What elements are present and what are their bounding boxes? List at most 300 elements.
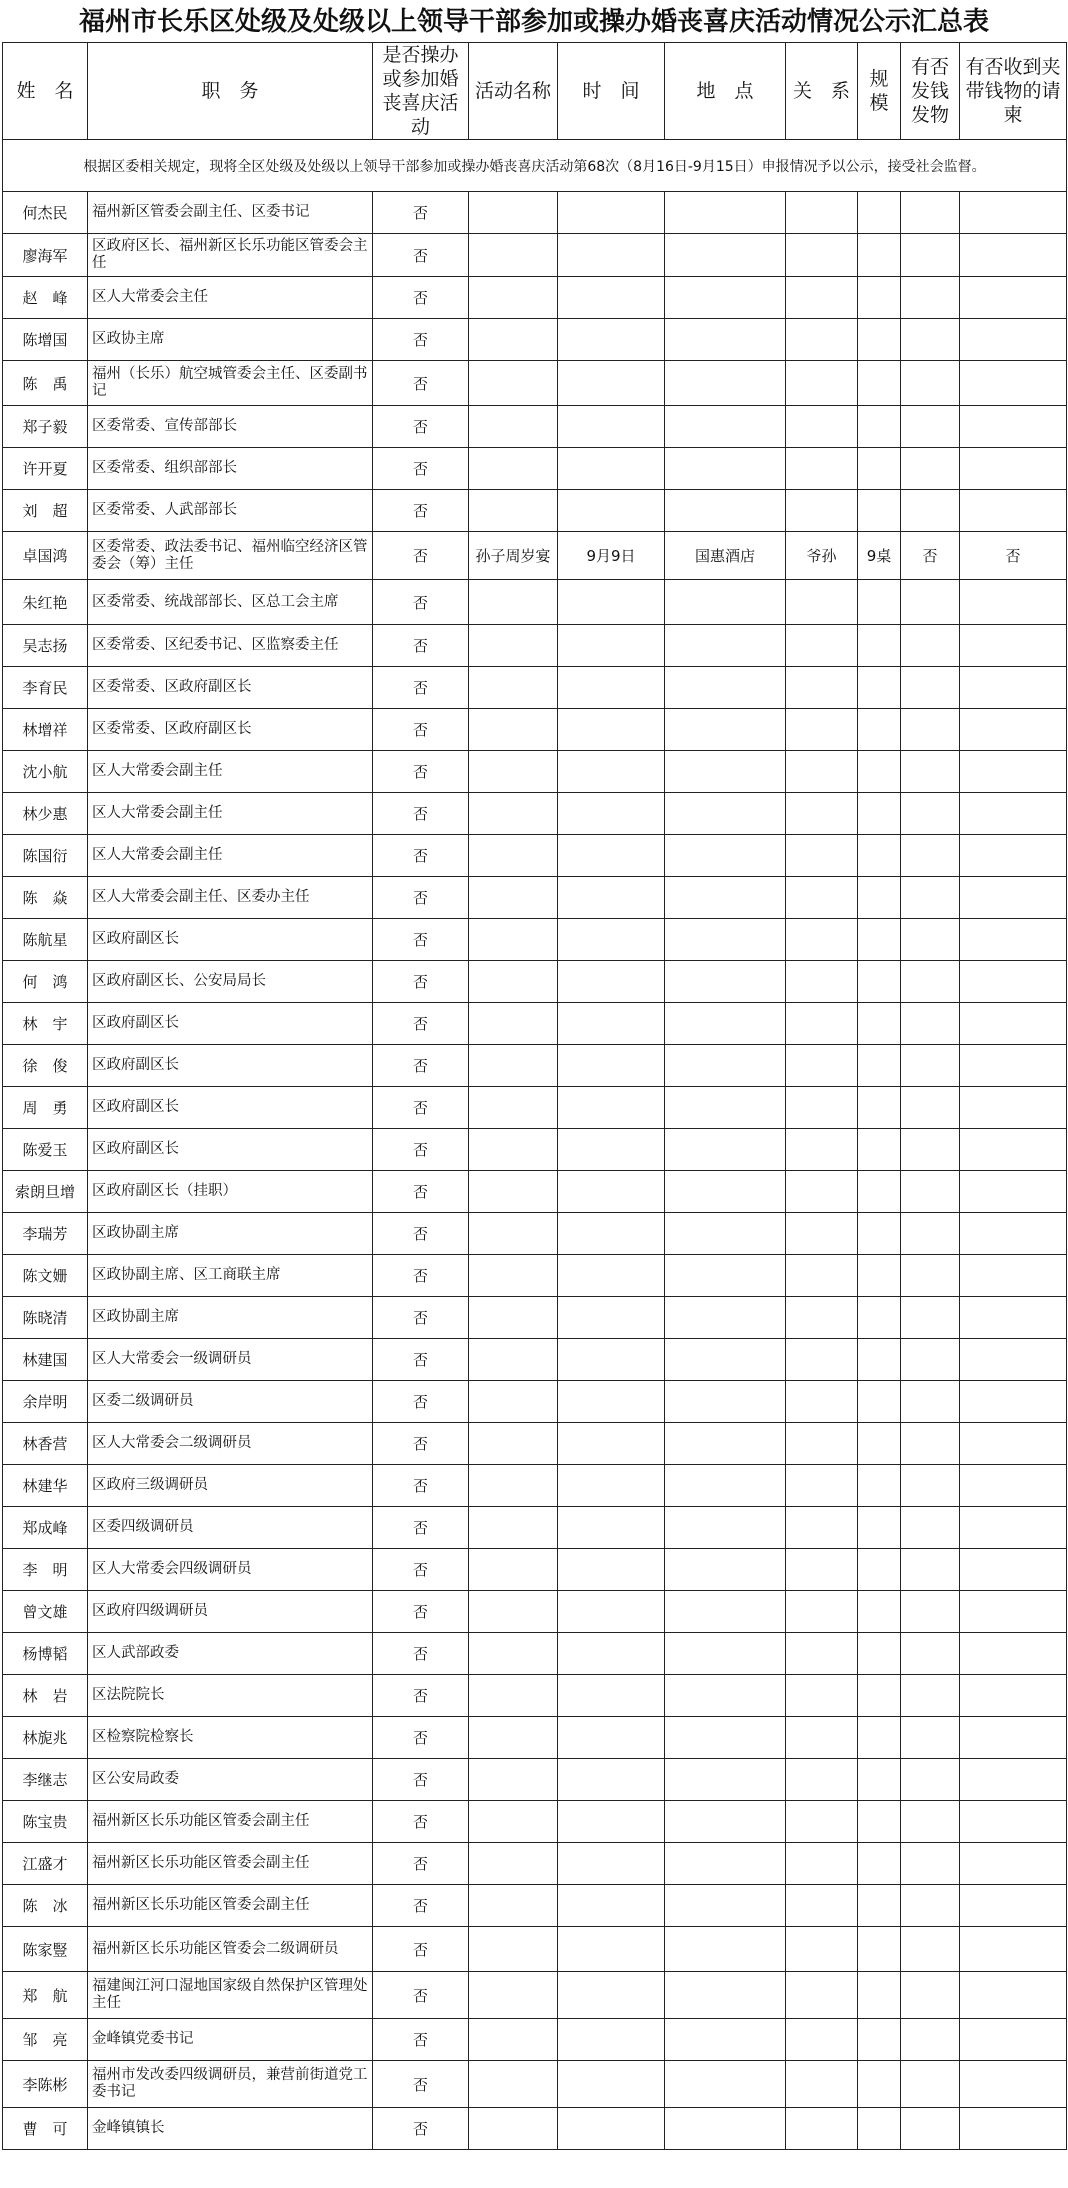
- cell-scale: [858, 1255, 901, 1297]
- cell-red-envelope: [960, 2061, 1067, 2108]
- cell-time: [558, 1381, 665, 1423]
- cell-activity: [469, 709, 558, 751]
- cell-relation: [786, 709, 858, 751]
- cell-duty: 区人大常委会一级调研员: [88, 1339, 373, 1381]
- table-row: [3, 1129, 1067, 1171]
- cell-involved: 否: [373, 1633, 469, 1675]
- cell-scale: [858, 1591, 901, 1633]
- cell-name: 刘 超: [3, 490, 88, 532]
- cell-gift-money: [901, 2061, 960, 2108]
- cell-place: [665, 1885, 786, 1927]
- cell-name: 沈小航: [3, 751, 88, 793]
- cell-scale: [858, 406, 901, 448]
- table-row: [3, 1972, 1067, 2019]
- cell-activity: [469, 961, 558, 1003]
- cell-scale: [858, 1213, 901, 1255]
- cell-duty: 区政府副区长: [88, 919, 373, 961]
- cell-scale: [858, 1801, 901, 1843]
- cell-involved: 否: [373, 319, 469, 361]
- cell-time: [558, 1339, 665, 1381]
- cell-place: [665, 2108, 786, 2150]
- cell-involved: 否: [373, 1339, 469, 1381]
- cell-relation: [786, 751, 858, 793]
- table-row: [3, 1171, 1067, 1213]
- cell-red-envelope: [960, 1633, 1067, 1675]
- cell-duty: 区政府区长、福州新区长乐功能区管委会主任: [88, 234, 373, 277]
- cell-name: 赵 峰: [3, 277, 88, 319]
- cell-activity: [469, 406, 558, 448]
- cell-relation: [786, 406, 858, 448]
- cell-time: [558, 667, 665, 709]
- table-row: [3, 1759, 1067, 1801]
- cell-activity: [469, 1381, 558, 1423]
- cell-scale: [858, 751, 901, 793]
- cell-gift-money: [901, 1087, 960, 1129]
- cell-scale: [858, 448, 901, 490]
- cell-relation: [786, 580, 858, 625]
- cell-time: [558, 1003, 665, 1045]
- cell-place: [665, 1213, 786, 1255]
- cell-red-envelope: 否: [960, 532, 1067, 580]
- cell-relation: [786, 1633, 858, 1675]
- cell-name: 周 勇: [3, 1087, 88, 1129]
- cell-scale: [858, 2061, 901, 2108]
- cell-red-envelope: [960, 961, 1067, 1003]
- cell-involved: 否: [373, 2061, 469, 2108]
- cell-relation: [786, 835, 858, 877]
- cell-place: [665, 1423, 786, 1465]
- cell-place: [665, 1633, 786, 1675]
- cell-place: [665, 319, 786, 361]
- cell-involved: 否: [373, 2019, 469, 2061]
- cell-relation: [786, 1843, 858, 1885]
- cell-involved: 否: [373, 709, 469, 751]
- cell-name: 李陈彬: [3, 2061, 88, 2108]
- cell-involved: 否: [373, 1297, 469, 1339]
- cell-relation: [786, 1003, 858, 1045]
- cell-relation: [786, 2108, 858, 2150]
- cell-relation: [786, 277, 858, 319]
- cell-red-envelope: [960, 1591, 1067, 1633]
- cell-scale: [858, 192, 901, 234]
- cell-activity: [469, 1885, 558, 1927]
- cell-time: [558, 877, 665, 919]
- col-header-name: 姓 名: [3, 43, 88, 140]
- cell-time: [558, 919, 665, 961]
- cell-involved: 否: [373, 234, 469, 277]
- cell-place: [665, 1087, 786, 1129]
- table-row: [3, 919, 1067, 961]
- cell-duty: 福州新区长乐功能区管委会副主任: [88, 1885, 373, 1927]
- cell-scale: [858, 1087, 901, 1129]
- cell-duty: 区政协主席: [88, 319, 373, 361]
- cell-red-envelope: [960, 1675, 1067, 1717]
- table-row: [3, 1255, 1067, 1297]
- cell-involved: 否: [373, 1171, 469, 1213]
- cell-red-envelope: [960, 1507, 1067, 1549]
- cell-duty: 区委常委、宣传部部长: [88, 406, 373, 448]
- cell-red-envelope: [960, 1801, 1067, 1843]
- cell-gift-money: [901, 1465, 960, 1507]
- cell-scale: [858, 1003, 901, 1045]
- cell-scale: [858, 919, 901, 961]
- cell-involved: 否: [373, 1927, 469, 1972]
- cell-involved: 否: [373, 580, 469, 625]
- cell-duty: 区委常委、政法委书记、福州临空经济区管委会（筹）主任: [88, 532, 373, 580]
- cell-activity: [469, 1171, 558, 1213]
- cell-time: [558, 234, 665, 277]
- cell-activity: [469, 1972, 558, 2019]
- cell-red-envelope: [960, 1255, 1067, 1297]
- table-row: [3, 406, 1067, 448]
- table-row: [3, 1717, 1067, 1759]
- col-header-relation: 关 系: [786, 43, 858, 140]
- table-row: [3, 277, 1067, 319]
- cell-red-envelope: [960, 1927, 1067, 1972]
- cell-involved: 否: [373, 448, 469, 490]
- table-header: [3, 43, 1067, 140]
- cell-involved: 否: [373, 961, 469, 1003]
- cell-place: [665, 1129, 786, 1171]
- cell-red-envelope: [960, 1213, 1067, 1255]
- cell-activity: [469, 1297, 558, 1339]
- col-header-involved: 是否操办或参加婚丧喜庆活动: [373, 43, 469, 140]
- cell-involved: 否: [373, 1759, 469, 1801]
- cell-name: 陈 禹: [3, 361, 88, 406]
- cell-duty: 区人大常委会副主任: [88, 751, 373, 793]
- cell-place: [665, 361, 786, 406]
- cell-scale: [858, 1129, 901, 1171]
- cell-involved: 否: [373, 1972, 469, 2019]
- cell-relation: [786, 490, 858, 532]
- cell-relation: [786, 1927, 858, 1972]
- cell-name: 索朗旦增: [3, 1171, 88, 1213]
- cell-involved: 否: [373, 1843, 469, 1885]
- table-row: [3, 361, 1067, 406]
- table-row: [3, 1885, 1067, 1927]
- cell-activity: [469, 448, 558, 490]
- cell-relation: [786, 361, 858, 406]
- table-row: [3, 580, 1067, 625]
- cell-activity: [469, 1003, 558, 1045]
- cell-scale: [858, 1045, 901, 1087]
- cell-duty: 区人大常委会副主任: [88, 793, 373, 835]
- cell-name: 陈晓清: [3, 1297, 88, 1339]
- cell-red-envelope: [960, 793, 1067, 835]
- cell-activity: [469, 1507, 558, 1549]
- cell-involved: 否: [373, 532, 469, 580]
- cell-relation: [786, 1381, 858, 1423]
- cell-place: [665, 192, 786, 234]
- cell-duty: 福州新区长乐功能区管委会副主任: [88, 1801, 373, 1843]
- cell-scale: [858, 1549, 901, 1591]
- cell-place: [665, 1297, 786, 1339]
- table-row: [3, 1003, 1067, 1045]
- cell-place: [665, 835, 786, 877]
- cell-duty: 区委常委、区政府副区长: [88, 667, 373, 709]
- cell-involved: 否: [373, 2108, 469, 2150]
- cell-relation: [786, 1717, 858, 1759]
- cell-gift-money: [901, 1423, 960, 1465]
- cell-time: [558, 277, 665, 319]
- cell-red-envelope: [960, 277, 1067, 319]
- cell-red-envelope: [960, 1423, 1067, 1465]
- cell-time: [558, 1129, 665, 1171]
- cell-duty: 区人武部政委: [88, 1633, 373, 1675]
- cell-gift-money: [901, 793, 960, 835]
- cell-scale: [858, 961, 901, 1003]
- cell-time: [558, 1213, 665, 1255]
- cell-relation: [786, 234, 858, 277]
- cell-relation: [786, 2061, 858, 2108]
- cell-involved: 否: [373, 1675, 469, 1717]
- cell-name: 林 岩: [3, 1675, 88, 1717]
- cell-red-envelope: [960, 192, 1067, 234]
- cell-place: [665, 1381, 786, 1423]
- cell-red-envelope: [960, 1843, 1067, 1885]
- cell-name: 吴志扬: [3, 625, 88, 667]
- cell-gift-money: [901, 1171, 960, 1213]
- cell-time: [558, 1465, 665, 1507]
- col-header-place: 地 点: [665, 43, 786, 140]
- cell-red-envelope: [960, 1972, 1067, 2019]
- cell-time: [558, 1507, 665, 1549]
- cell-duty: 区人大常委会二级调研员: [88, 1423, 373, 1465]
- cell-duty: 区政府副区长: [88, 1045, 373, 1087]
- cell-red-envelope: [960, 448, 1067, 490]
- cell-name: 陈爱玉: [3, 1129, 88, 1171]
- cell-activity: [469, 1423, 558, 1465]
- table-row: [3, 1591, 1067, 1633]
- cell-gift-money: [901, 1633, 960, 1675]
- cell-relation: [786, 1591, 858, 1633]
- cell-place: [665, 709, 786, 751]
- cell-name: 林旎兆: [3, 1717, 88, 1759]
- cell-duty: 区政协副主席: [88, 1297, 373, 1339]
- cell-name: 李瑞芳: [3, 1213, 88, 1255]
- table-row: [3, 532, 1067, 580]
- cell-gift-money: [901, 277, 960, 319]
- cell-duty: 金峰镇党委书记: [88, 2019, 373, 2061]
- cell-duty: 福州新区管委会副主任、区委书记: [88, 192, 373, 234]
- cell-activity: [469, 1213, 558, 1255]
- cell-place: [665, 406, 786, 448]
- cell-scale: [858, 1381, 901, 1423]
- cell-gift-money: [901, 448, 960, 490]
- cell-involved: 否: [373, 1003, 469, 1045]
- cell-time: [558, 1591, 665, 1633]
- cell-duty: 区人大常委会四级调研员: [88, 1549, 373, 1591]
- cell-activity: [469, 625, 558, 667]
- cell-red-envelope: [960, 1045, 1067, 1087]
- table-row: [3, 2019, 1067, 2061]
- cell-name: 陈 冰: [3, 1885, 88, 1927]
- cell-time: [558, 448, 665, 490]
- cell-red-envelope: [960, 406, 1067, 448]
- cell-involved: 否: [373, 1129, 469, 1171]
- cell-name: 徐 俊: [3, 1045, 88, 1087]
- cell-name: 余岸明: [3, 1381, 88, 1423]
- cell-relation: [786, 667, 858, 709]
- cell-place: [665, 961, 786, 1003]
- cell-red-envelope: [960, 835, 1067, 877]
- cell-red-envelope: [960, 1759, 1067, 1801]
- table-row: [3, 1297, 1067, 1339]
- cell-scale: [858, 1759, 901, 1801]
- cell-scale: [858, 319, 901, 361]
- cell-gift-money: [901, 1759, 960, 1801]
- cell-time: [558, 793, 665, 835]
- cell-scale: [858, 793, 901, 835]
- cell-scale: [858, 277, 901, 319]
- cell-activity: [469, 1339, 558, 1381]
- cell-duty: 区委二级调研员: [88, 1381, 373, 1423]
- cell-relation: [786, 961, 858, 1003]
- cell-red-envelope: [960, 2019, 1067, 2061]
- table-row: [3, 192, 1067, 234]
- table-body: [3, 192, 1067, 2150]
- cell-involved: 否: [373, 361, 469, 406]
- cell-name: 李育民: [3, 667, 88, 709]
- cell-activity: [469, 580, 558, 625]
- cell-relation: [786, 1507, 858, 1549]
- cell-red-envelope: [960, 1885, 1067, 1927]
- cell-gift-money: [901, 1297, 960, 1339]
- cell-duty: 区公安局政委: [88, 1759, 373, 1801]
- cell-gift-money: [901, 319, 960, 361]
- cell-relation: [786, 1759, 858, 1801]
- cell-time: [558, 1255, 665, 1297]
- cell-red-envelope: [960, 319, 1067, 361]
- cell-scale: [858, 1675, 901, 1717]
- cell-activity: [469, 490, 558, 532]
- page-title: 福州市长乐区处级及处级以上领导干部参加或操办婚丧喜庆活动情况公示汇总表: [78, 7, 989, 37]
- cell-red-envelope: [960, 1003, 1067, 1045]
- cell-time: [558, 1633, 665, 1675]
- cell-place: [665, 1675, 786, 1717]
- cell-red-envelope: [960, 1087, 1067, 1129]
- cell-place: [665, 1843, 786, 1885]
- cell-scale: [858, 1843, 901, 1885]
- cell-activity: [469, 1255, 558, 1297]
- cell-red-envelope: [960, 1297, 1067, 1339]
- cell-activity: [469, 1801, 558, 1843]
- cell-involved: 否: [373, 1801, 469, 1843]
- cell-time: [558, 2061, 665, 2108]
- cell-gift-money: [901, 1717, 960, 1759]
- cell-involved: 否: [373, 1255, 469, 1297]
- cell-activity: [469, 1843, 558, 1885]
- notice-row: [3, 140, 1067, 192]
- cell-time: [558, 1549, 665, 1591]
- cell-gift-money: [901, 961, 960, 1003]
- cell-duty: 区政协副主席、区工商联主席: [88, 1255, 373, 1297]
- table-row: [3, 1507, 1067, 1549]
- col-header-time: 时 间: [558, 43, 665, 140]
- cell-relation: [786, 1339, 858, 1381]
- cell-duty: 区政府副区长: [88, 1003, 373, 1045]
- cell-place: [665, 751, 786, 793]
- table-row: [3, 2108, 1067, 2150]
- cell-name: 曾文雄: [3, 1591, 88, 1633]
- cell-time: [558, 751, 665, 793]
- cell-gift-money: [901, 1003, 960, 1045]
- cell-activity: [469, 319, 558, 361]
- table-row: [3, 2061, 1067, 2108]
- cell-gift-money: [901, 1507, 960, 1549]
- cell-relation: [786, 1675, 858, 1717]
- cell-time: [558, 319, 665, 361]
- cell-time: [558, 1972, 665, 2019]
- cell-gift-money: [901, 1339, 960, 1381]
- cell-relation: [786, 1885, 858, 1927]
- cell-time: [558, 1423, 665, 1465]
- cell-name: 陈家豎: [3, 1927, 88, 1972]
- cell-place: [665, 1045, 786, 1087]
- cell-involved: 否: [373, 625, 469, 667]
- cell-scale: [858, 835, 901, 877]
- cell-time: [558, 1927, 665, 1972]
- cell-place: [665, 667, 786, 709]
- table-row: [3, 1087, 1067, 1129]
- cell-activity: [469, 667, 558, 709]
- cell-activity: [469, 793, 558, 835]
- cell-scale: [858, 1717, 901, 1759]
- cell-duty: 福州（长乐）航空城管委会主任、区委副书记: [88, 361, 373, 406]
- cell-duty: 福州新区长乐功能区管委会二级调研员: [88, 1927, 373, 1972]
- table-row: [3, 319, 1067, 361]
- cell-red-envelope: [960, 877, 1067, 919]
- cell-involved: 否: [373, 1465, 469, 1507]
- header-row: [3, 43, 1067, 140]
- cell-involved: 否: [373, 490, 469, 532]
- cell-name: 陈文姗: [3, 1255, 88, 1297]
- cell-scale: [858, 2019, 901, 2061]
- cell-duty: 区人大常委会副主任: [88, 835, 373, 877]
- cell-duty: 区人大常委会主任: [88, 277, 373, 319]
- cell-name: 林香营: [3, 1423, 88, 1465]
- cell-gift-money: [901, 1591, 960, 1633]
- cell-relation: [786, 1087, 858, 1129]
- cell-place: [665, 625, 786, 667]
- cell-duty: 区委四级调研员: [88, 1507, 373, 1549]
- col-header-activity: 活动名称: [469, 43, 558, 140]
- cell-scale: [858, 667, 901, 709]
- cell-scale: [858, 1927, 901, 1972]
- cell-time: [558, 835, 665, 877]
- cell-name: 陈宝贵: [3, 1801, 88, 1843]
- cell-gift-money: [901, 1972, 960, 2019]
- cell-relation: [786, 1549, 858, 1591]
- cell-time: [558, 1717, 665, 1759]
- cell-scale: [858, 1972, 901, 2019]
- cell-activity: 孙子周岁宴: [469, 532, 558, 580]
- cell-name: 许开夏: [3, 448, 88, 490]
- col-header-duty: 职 务: [88, 43, 373, 140]
- cell-gift-money: [901, 2019, 960, 2061]
- cell-duty: 金峰镇镇长: [88, 2108, 373, 2150]
- cell-gift-money: [901, 1381, 960, 1423]
- cell-place: [665, 919, 786, 961]
- cell-place: [665, 1717, 786, 1759]
- cell-gift-money: [901, 1129, 960, 1171]
- cell-activity: [469, 1717, 558, 1759]
- cell-scale: [858, 234, 901, 277]
- cell-duty: 区委常委、人武部部长: [88, 490, 373, 532]
- cell-activity: [469, 877, 558, 919]
- cell-name: 李 明: [3, 1549, 88, 1591]
- cell-duty: 区政府副区长（挂职）: [88, 1171, 373, 1213]
